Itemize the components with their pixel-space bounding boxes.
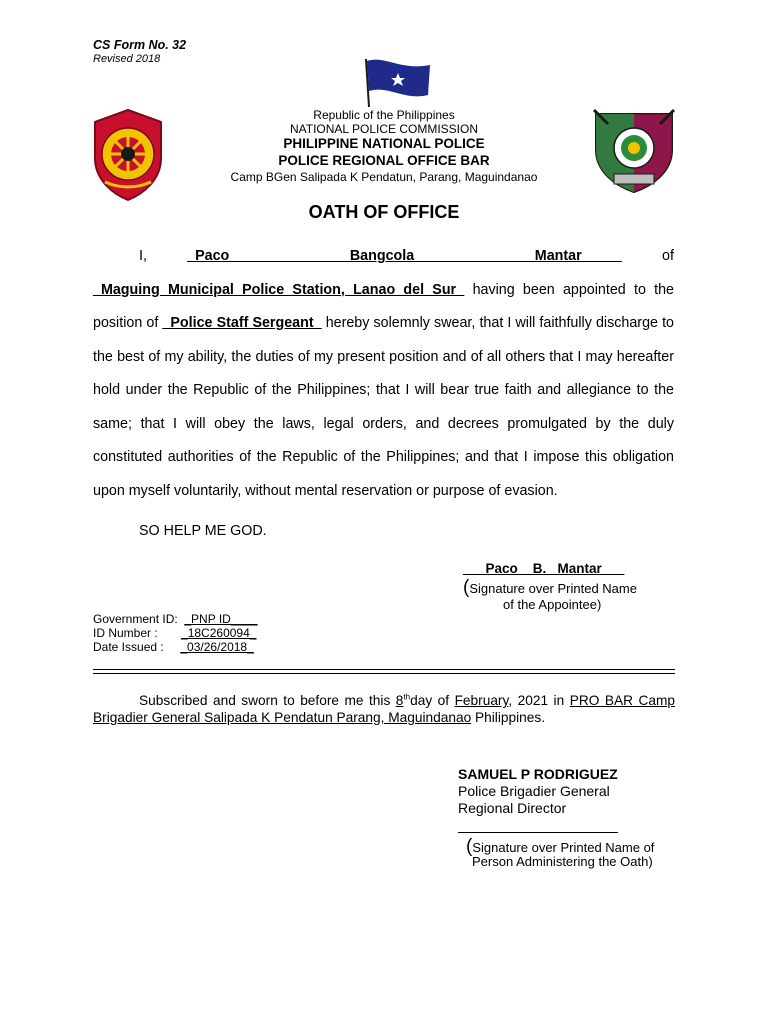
subscribed-sworn-paragraph: Subscribed and sworn to before me this 8thday of February, 2021 in PRO BAR Camp Brigadier General Salipada K Pendatun Parang, Maguindanao Philippines. xyxy=(93,692,675,725)
header-republic: Republic of the Philippines xyxy=(313,108,455,122)
administrator-name: SAMUEL P RODRIGUEZ xyxy=(458,766,618,782)
divider-line xyxy=(93,669,675,670)
date-issued: Date Issued : _03/26/2018_ xyxy=(93,640,254,654)
administrator-signature-caption: (Signature over Printed Name of xyxy=(466,836,655,857)
administrator-signature-caption-2: Person Administering the Oath) xyxy=(472,854,653,869)
administrator-position: Regional Director xyxy=(458,800,567,816)
appointee-signature-caption: (Signature over Printed Name xyxy=(463,577,637,598)
document-title: OATH OF OFFICE xyxy=(308,202,460,222)
administrator-rank: Police Brigadier General xyxy=(458,783,610,799)
appointee-signature-caption-2: of the Appointee) xyxy=(503,597,602,612)
government-id: Government ID: _PNP ID____ xyxy=(93,612,258,626)
signature-line xyxy=(458,832,618,833)
header-address: Camp BGen Salipada K Pendatun, Parang, Maguindanao xyxy=(230,170,538,184)
appointee-signature-name: ___Paco B. Mantar___ xyxy=(463,561,625,576)
appointee-name-fill: _Paco Bangcola Mantar xyxy=(187,248,622,264)
header-napolcom: NATIONAL POLICE COMMISSION xyxy=(289,122,479,136)
oath-paragraph: I, _Paco Bangcola Mantar of _Maguing Municipal Police Station, Lanao del Sur having been appointed to the position of _Police Staff Sergeant_ hereby solemnly swear, that I will faithfully discharge to the best of my ability, the duties of my present position and of all others that I may hereafter hold under the Republic of the Philippines; that I will bear true faith and allegiance to the same; that I will obey the laws, legal orders, and decrees promulgated by the duly constituted authorities of the Republic of the Philippines; and that I impose this obligation upon myself voluntarily, without mental reservation or purpose of evasion. xyxy=(93,248,675,499)
id-number: ID Number : _18C260094_ xyxy=(93,626,257,640)
position-fill: _Police Staff Sergeant_ xyxy=(162,315,322,331)
header-regional-office: POLICE REGIONAL OFFICE BAR xyxy=(278,153,490,168)
form-number: CS Form No. 32 xyxy=(93,38,187,52)
station-fill: _Maguing Municipal Police Station, Lanao del Sur xyxy=(93,281,465,298)
so-help-me-god: SO HELP ME GOD. xyxy=(139,523,267,539)
flag-icon xyxy=(360,57,434,109)
divider-line xyxy=(93,673,675,674)
form-revision: Revised 2018 xyxy=(93,53,161,65)
header-pnp: PHILIPPINE NATIONAL POLICE xyxy=(283,136,485,151)
